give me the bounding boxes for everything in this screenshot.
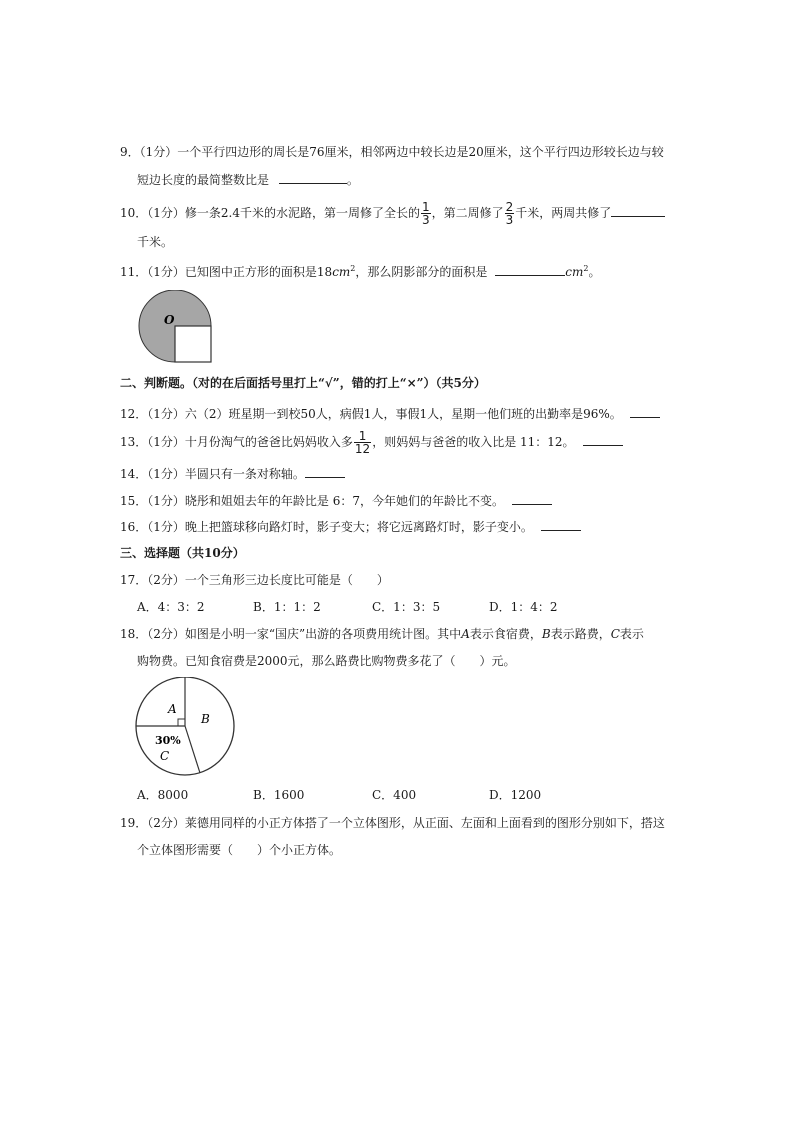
q10-answer-blank[interactable] (611, 204, 665, 217)
q15-line (120, 491, 552, 511)
q17-option-d[interactable]: D．1：4：2 (489, 600, 558, 614)
q13-part1: 13．（1分）十月份淘气的爸爸比妈妈收入多 (120, 435, 353, 449)
q18-option-c[interactable]: C．400 (372, 788, 417, 802)
q10-line1 (120, 201, 665, 226)
q19-line1: 19．（2分）莱德用同样的小正方体搭了一个立体图形，从正面、左面和上面看到的图形分别如下，搭这 (120, 816, 665, 830)
q13-answer-blank[interactable] (583, 433, 623, 446)
q9-text: 短边长度的最简整数比是 (137, 173, 270, 187)
q11-square (175, 326, 211, 362)
q11-line: 11．（1分）已知图中正方形的面积是$18cm^2$，那么阴影部分的面积是 $cm^2$。 (120, 264, 601, 279)
q14-line (120, 464, 345, 484)
q16-line (120, 517, 581, 537)
q9-line2 (137, 170, 359, 190)
q17-option-c[interactable]: C．1：3：5 (372, 600, 441, 614)
section-3-title: 三、选择题（共10分） (120, 546, 245, 560)
q10-part2: ，第二周修了 (431, 206, 504, 220)
q9-answer-blank[interactable] (279, 171, 347, 184)
q11-part2: ，那么阴影部分的面积是 (355, 265, 488, 279)
q15-answer-blank[interactable] (512, 492, 552, 505)
q15-text: 15．（1分）晓彤和姐姐去年的年龄比是 6：7，今年她们的年龄比不变。 (120, 494, 504, 508)
q17-option-b[interactable]: B．1：1：2 (253, 600, 321, 614)
pie-label-b: B (201, 712, 210, 726)
q19-line2: 个立体图形需要（ ）个小正方体。 (137, 843, 342, 857)
q11-center-label: O (164, 313, 175, 327)
q12-answer-blank[interactable] (630, 405, 660, 418)
pie-label-c: C (160, 749, 170, 763)
pie-label-percent: 30% (155, 734, 181, 747)
q14-answer-blank[interactable] (305, 465, 345, 478)
q17-stem: 17．（2分）一个三角形三边长度比可能是（ ） (120, 573, 389, 587)
q18-option-b[interactable]: B．1600 (253, 788, 305, 802)
q10-line2: 千米。 (137, 235, 174, 249)
q9-line1: 9．（1分）一个平行四边形的周长是76厘米，相邻两边中较长边是20厘米，这个平行四边形较长边与较 (120, 145, 664, 159)
q18-line1: 18．（2分）如图是小明一家“国庆”出游的各项费用统计图。其中A表示食宿费，B表示路费，C表示 (120, 627, 644, 641)
q11-circle-square-figure (132, 290, 216, 364)
q11-answer-blank[interactable] (495, 263, 565, 276)
section-2-title: 二、判断题。（对的在后面括号里打上“√”，错的打上“×”）（共5分） (120, 376, 486, 390)
q16-text: 16．（1分）晚上把篮球移向路灯时，影子变大；将它远离路灯时，影子变小。 (120, 520, 533, 534)
q12-text: 12．（1分）六（2）班星期一到校50人，病假1人，事假1人，星期一他们班的出勤率是96%。 (120, 407, 622, 421)
q18-option-a[interactable]: A．8000 (137, 788, 189, 802)
q12-line (120, 404, 660, 424)
pie-label-a: A (168, 702, 177, 716)
q13-fraction: $\frac{1}{12}$ (354, 429, 371, 456)
q18-line2: 购物费。已知食宿费是2000元，那么路费比购物费多花了（ ）元。 (137, 654, 516, 668)
q18-option-d[interactable]: D．1200 (489, 788, 542, 802)
q17-option-a[interactable]: A．4：3：2 (137, 600, 205, 614)
q13-part2: ，则妈妈与爸爸的收入比是 11：12。 (372, 435, 575, 449)
q14-text: 14．（1分）半圆只有一条对称轴。 (120, 467, 305, 481)
q10-part1: 10．（1分）修一条2.4千米的水泥路，第一周修了全长的 (120, 206, 420, 220)
q11-part1: 11．（1分）已知图中正方形的面积是18 (120, 265, 333, 279)
q10-fraction-2: $\frac{2}{3}$ (505, 200, 514, 227)
q10-part3: 千米，两周共修了 (515, 206, 612, 220)
q18-pie-chart (133, 677, 239, 777)
q9-end: 。 (346, 173, 359, 187)
q16-answer-blank[interactable] (541, 518, 581, 531)
q10-fraction-1: $\frac{1}{3}$ (422, 200, 430, 227)
q13-line (120, 430, 623, 455)
